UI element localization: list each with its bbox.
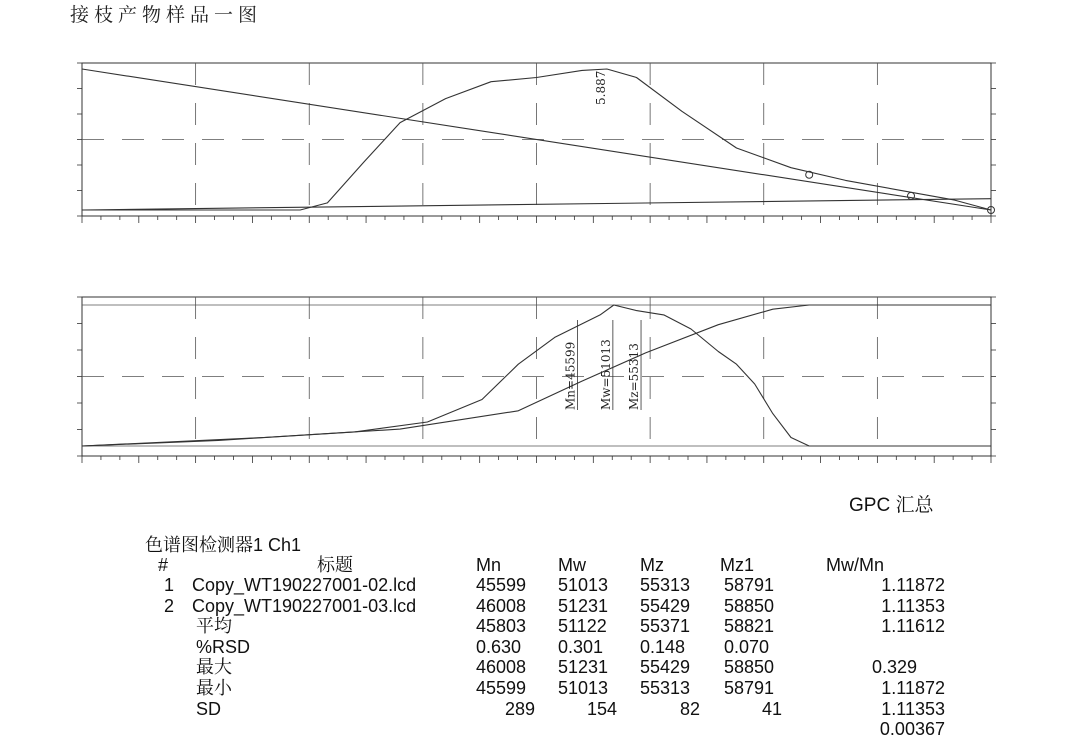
table-cell-ratio: 1.11872 (881, 575, 945, 595)
table-cell-ratio: 1.11872 (881, 678, 945, 698)
table-cell-value: 55313 (640, 575, 691, 595)
table-cell-value: 58821 (724, 616, 775, 637)
table-cell-value: 45803 (476, 616, 527, 637)
table-cell-value: 51013 (558, 575, 609, 595)
table-cell-value: 45599 (476, 575, 527, 595)
table-cell-value: 58850 (724, 595, 775, 616)
page-title: 接枝产物样品一图 (70, 4, 263, 26)
gpc-summary-label: GPC 汇总 (849, 495, 934, 516)
average-label: Mw=51013 (598, 339, 613, 410)
table-cell-title: 最大 (196, 657, 232, 678)
table-header-1: 标题 (317, 555, 353, 575)
table-cell-title: Copy_WT190227001-03.lcd (192, 595, 417, 616)
table-cell-value: 58791 (724, 575, 775, 595)
table-cell-ratio: 0.00367 (879, 719, 945, 740)
table-cell-value: 51231 (558, 657, 609, 678)
table-cell-title: 平均 (196, 616, 232, 637)
table-cell-value: 0.148 (640, 636, 686, 657)
table-cell-value: 55371 (640, 616, 691, 637)
table-cell-value: 51013 (558, 678, 609, 698)
table-cell-value: 51231 (558, 595, 609, 616)
table-cell-index: 1 (164, 575, 175, 595)
table-cell-value: 45599 (476, 678, 527, 698)
table-cell-ratio: 1.11353 (881, 698, 945, 719)
table-cell-value: 0.630 (476, 636, 522, 657)
table-cell-value: 154 (586, 698, 617, 719)
table-header-5: Mz1 (720, 555, 755, 575)
table-cell-value: 58850 (724, 657, 775, 678)
peak-label: 5.887 (593, 70, 608, 105)
table-cell-title: SD (196, 698, 222, 719)
table-cell-index: 2 (164, 595, 175, 616)
average-label: Mz=55313 (627, 343, 642, 410)
table-cell-title: Copy_WT190227001-02.lcd (192, 575, 417, 595)
table-cell-value: 51122 (558, 616, 607, 637)
table-cell-title: %RSD (196, 636, 251, 657)
table-cell-ratio: 1.11353 (881, 595, 945, 616)
table-cell-value: 55429 (640, 657, 691, 678)
table-header-4: Mz (640, 555, 664, 575)
table-cell-value: 41 (761, 698, 782, 719)
table-header-2: Mn (476, 555, 502, 575)
table-header-0: # (158, 555, 169, 575)
table-cell-value: 82 (679, 698, 700, 719)
table-header-6: Mw/Mn (826, 555, 884, 575)
table-header-3: Mw (558, 555, 586, 575)
average-label: Mn=45599 (563, 341, 578, 410)
table-heading: 色谱图检测器1 Ch1 (145, 535, 302, 555)
table-cell-value: 289 (504, 698, 535, 719)
table-cell-value: 55429 (640, 595, 691, 616)
table-cell-value: 55313 (640, 678, 691, 698)
table-cell-ratio: 1.11612 (881, 616, 945, 637)
table-cell-value: 46008 (476, 595, 527, 616)
table-cell-value: 0.070 (724, 636, 770, 657)
table-cell-title: 最小 (196, 678, 232, 698)
table-cell-value: 46008 (476, 657, 527, 678)
table-cell-value: 0.301 (558, 636, 604, 657)
table-cell-value: 58791 (724, 678, 775, 698)
table-cell-ratio: 0.329 (872, 657, 918, 678)
